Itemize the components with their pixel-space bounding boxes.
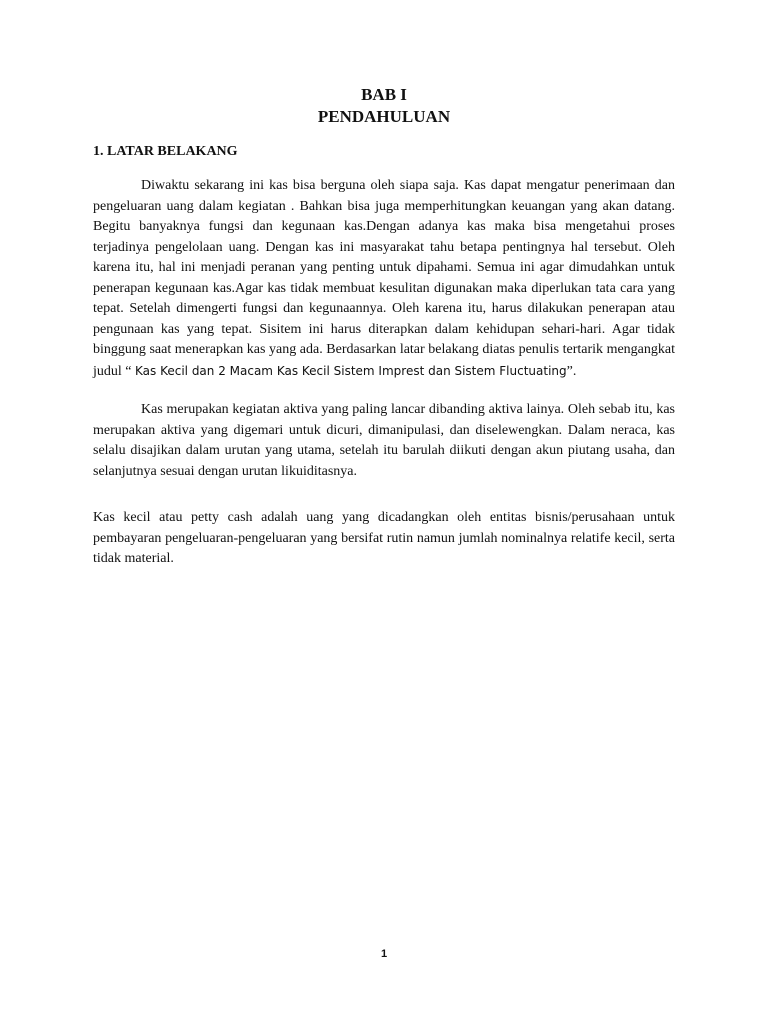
chapter-title: PENDAHULUAN [317, 107, 451, 126]
paragraph-background [93, 176, 675, 382]
paper-title-reference: Kas Kecil dan 2 Macam Kas Kecil Sistem Imprest dan Sistem Fluctuating [135, 363, 567, 378]
paragraph-background-end: ”. [566, 363, 577, 379]
section-heading: 1. LATAR BELAKANG [93, 144, 238, 159]
paragraph-cash-definition: Kas merupakan kegiatan aktiva yang paling lancar dibanding aktiva lainya. Oleh sebab itu, kas merupakan aktiva yang digemari untuk dicuri, dimanipulasi, dan diselewengkan. Dalam neraca, kas selalu disajikan dalam urutan yang utama, setelah itu barulah diikuti dengan akun piutang usaha, dan selanjutnya sesuai dengan urutan likuiditasnya. [93, 402, 675, 479]
chapter-header [0, 84, 768, 128]
paragraph-background-text: Diwaktu sekarang ini kas bisa berguna oleh siapa saja. Kas dapat mengatur penerimaan dan pengeluaran uang dalam kegiatan . Bahkan bisa juga memperhitungkan keuangan yang akan datang. Begitu banyaknya fungsi dan kegunaan kas.Dengan adanya kas maka bisa mengetahui proses terjadinya pengelolaan uang. Dengan kas ini masyarakat tahu betapa pentingnya hal tersebut. Oleh karena itu, hal ini menjadi peranan yang penting untuk dipahami. Semua ini agar dimudahkan untuk penerapan kegunaan kas.Agar kas tidak membuat kesulitan digunakan maka diperlukan tata cara yang tepat. Setelah dimengerti fungsi dan kegunaannya. Oleh karena itu, harus dilakukan penerapan atau pengunaan kas yang tepat. Sisitem ini harus diterapkan dalam kehidupan sehari-hari. Agar tidak binggung saat menerapkan kas yang ada. Berdasarkan latar belakang diatas penulis tertarik mengangkat judul “ [93, 178, 675, 379]
page-number: 1 [380, 948, 388, 960]
chapter-number: BAB I [361, 85, 407, 104]
paragraph-petty-cash: Kas kecil atau petty cash adalah uang yang dicadangkan oleh entitas bisnis/perusahaan untuk pembayaran pengeluaran-pengeluaran yang bersifat rutin namun jumlah nominalnya relatife kecil, serta tidak material. [93, 510, 675, 566]
